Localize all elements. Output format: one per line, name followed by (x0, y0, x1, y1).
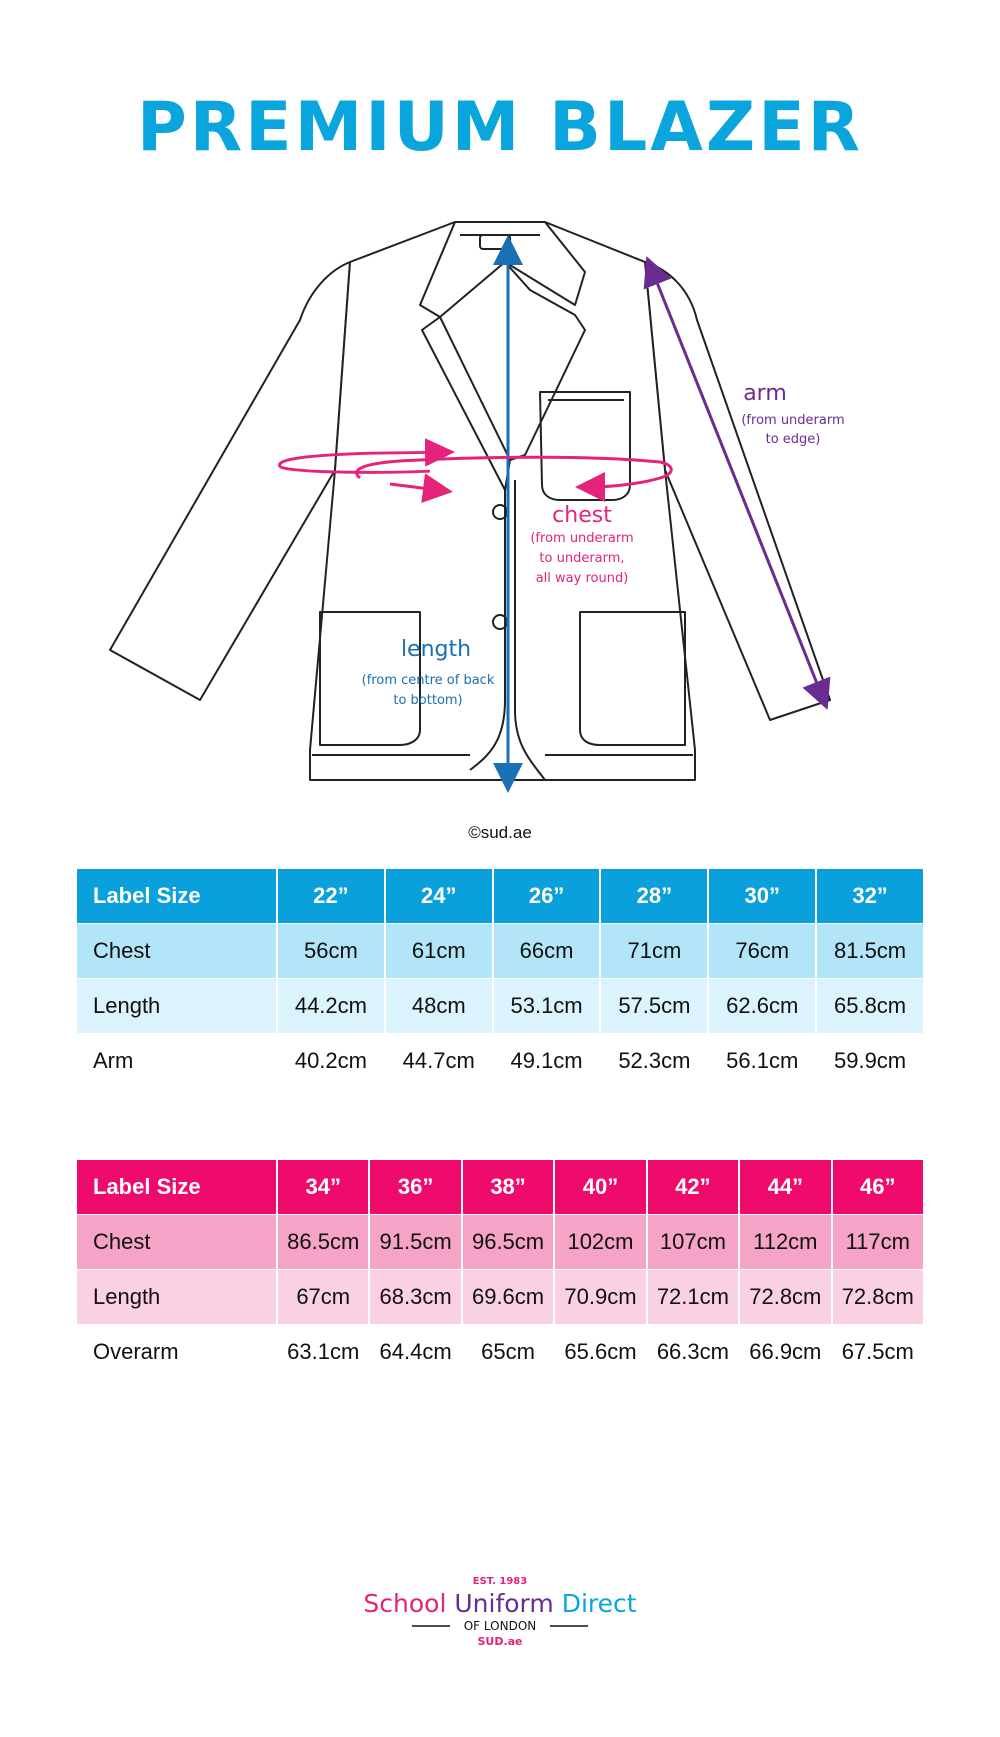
logo-of-london: OF LONDON (463, 1619, 537, 1633)
header-cell: 40” (554, 1160, 646, 1215)
logo-site: SUD.ae (477, 1635, 523, 1648)
left-sleeve (110, 262, 350, 700)
table-cell: 52.3cm (600, 1034, 708, 1089)
header-cell: 22” (277, 869, 385, 924)
table-cell: 65.6cm (554, 1325, 646, 1380)
table-cell: 44.2cm (277, 979, 385, 1034)
header-cell: 26” (493, 869, 601, 924)
svg-text:School Uniform Direct (363, 1589, 636, 1618)
row-label: Chest (77, 1215, 277, 1270)
row-label: Overarm (77, 1325, 277, 1380)
chest-note: all way round) (535, 571, 629, 586)
table-cell: 48cm (385, 979, 493, 1034)
size-table-small (77, 869, 925, 1089)
arm-note: to edge) (765, 432, 821, 447)
blazer-diagram (0, 190, 1000, 820)
header-cell: 44” (739, 1160, 831, 1215)
length-label: length (400, 637, 472, 662)
table-cell: 61cm (385, 924, 493, 979)
table-cell: 56cm (277, 924, 385, 979)
arm-note: (from underarm (741, 413, 845, 428)
table-cell: 44.7cm (385, 1034, 493, 1089)
chest-label: chest (552, 503, 612, 528)
size-table-large (77, 1160, 925, 1380)
table-cell: 96.5cm (462, 1215, 554, 1270)
table-cell: 70.9cm (554, 1270, 646, 1325)
header-cell: 46” (832, 1160, 924, 1215)
table-cell: 91.5cm (369, 1215, 461, 1270)
table-cell: 69.6cm (462, 1270, 554, 1325)
table-cell: 117cm (832, 1215, 924, 1270)
table-cell: 112cm (739, 1215, 831, 1270)
table-row (77, 1325, 924, 1380)
table-cell: 49.1cm (493, 1034, 601, 1089)
table-header-row (77, 869, 924, 924)
table-cell: 71cm (600, 924, 708, 979)
header-cell: Label Size (77, 869, 277, 924)
length-note: to bottom) (393, 693, 463, 708)
length-note: (from centre of back (361, 673, 495, 688)
arm-label: arm (743, 381, 787, 406)
brand-logo (300, 1570, 700, 1650)
table-cell: 72.1cm (647, 1270, 739, 1325)
logo-uniform: Uniform (454, 1589, 554, 1618)
table-row (77, 979, 924, 1034)
row-label: Arm (77, 1034, 277, 1089)
table-cell: 59.9cm (816, 1034, 924, 1089)
header-cell: 24” (385, 869, 493, 924)
table-cell: 72.8cm (739, 1270, 831, 1325)
table-row (77, 1270, 924, 1325)
header-cell: 42” (647, 1160, 739, 1215)
table-cell: 40.2cm (277, 1034, 385, 1089)
copyright-text: ©sud.ae (468, 823, 532, 842)
logo-school: School (363, 1589, 447, 1618)
table-cell: 63.1cm (277, 1325, 369, 1380)
table-row (77, 924, 924, 979)
header-cell: 32” (816, 869, 924, 924)
table-cell: 68.3cm (369, 1270, 461, 1325)
header-cell: Label Size (77, 1160, 277, 1215)
table-cell: 64.4cm (369, 1325, 461, 1380)
table-cell: 81.5cm (816, 924, 924, 979)
table-cell: 53.1cm (493, 979, 601, 1034)
header-cell: 34” (277, 1160, 369, 1215)
table-cell: 65.8cm (816, 979, 924, 1034)
table-cell: 66.3cm (647, 1325, 739, 1380)
table-row (77, 1215, 924, 1270)
table-cell: 66.9cm (739, 1325, 831, 1380)
logo-est: EST. 1983 (472, 1576, 528, 1587)
table-cell: 72.8cm (832, 1270, 924, 1325)
table-header-row (77, 1160, 924, 1215)
chest-note: to underarm, (539, 551, 625, 566)
table-cell: 86.5cm (277, 1215, 369, 1270)
row-label: Length (77, 1270, 277, 1325)
row-label: Chest (77, 924, 277, 979)
chest-note: (from underarm (530, 531, 634, 546)
table-cell: 76cm (708, 924, 816, 979)
table-cell: 66cm (493, 924, 601, 979)
header-cell: 30” (708, 869, 816, 924)
logo-direct: Direct (561, 1589, 637, 1618)
header-cell: 38” (462, 1160, 554, 1215)
table-cell: 57.5cm (600, 979, 708, 1034)
table-cell: 67cm (277, 1270, 369, 1325)
table-row (77, 1034, 924, 1089)
blazer-body (310, 222, 695, 780)
table-cell: 56.1cm (708, 1034, 816, 1089)
table-cell: 107cm (647, 1215, 739, 1270)
table-cell: 65cm (462, 1325, 554, 1380)
page-title: PREMIUM BLAZER (136, 88, 864, 167)
blazer-outline (110, 222, 830, 780)
table-cell: 67.5cm (832, 1325, 924, 1380)
table-cell: 102cm (554, 1215, 646, 1270)
header-cell: 28” (600, 869, 708, 924)
table-cell: 62.6cm (708, 979, 816, 1034)
header-cell: 36” (369, 1160, 461, 1215)
row-label: Length (77, 979, 277, 1034)
